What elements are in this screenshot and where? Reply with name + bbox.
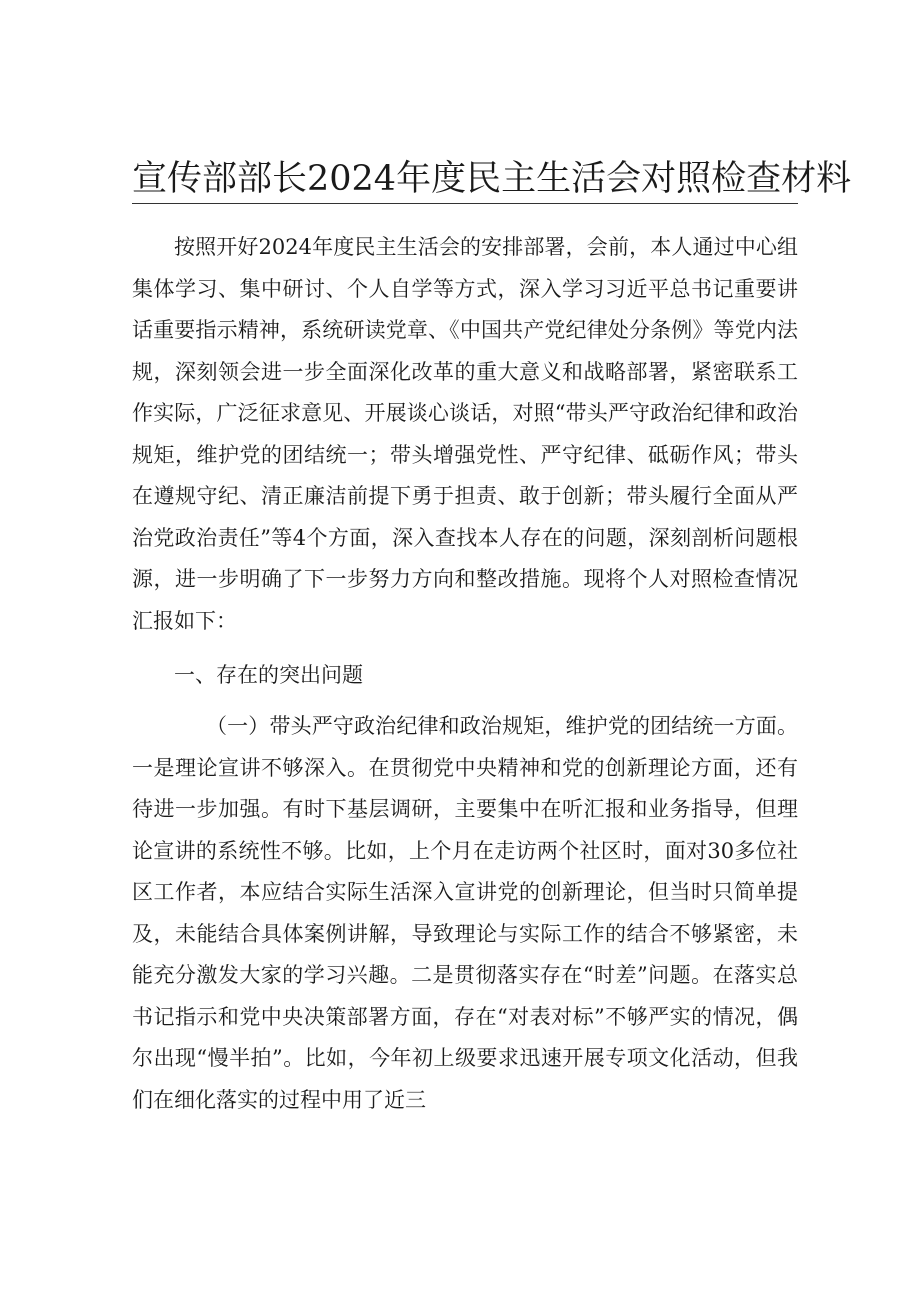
intro-paragraph: 按照开好2024年度民主生活会的安排部署，会前，本人通过中心组集体学习、集中研讨、个人自学等方式，深入学习习近平总书记重要讲话重要指示精神，系统研读党章、《中国共产党纪律处分条例》等党内法规，深刻领会进一步全面深化改革的重大意义和战略部署，紧密联系工作实际，广泛征求意见、开展谈心谈话，对照“带头严守政治纪律和政治规矩，维护党的团结统一；带头增强党性、严守纪律、砥砺作风；带头在遵规守纪、清正廉洁前提下勇于担责、敢于创新；带头履行全面从严治党政治责任”等4个方面，深入查找本人存在的问题，深刻剖析问题根源，进一步明确了下一步努力方向和整改措施。现将个人对照检查情况汇报如下： [132, 235, 798, 633]
document-title: 宣传部部长2024年度民主生活会对照检查材料 [132, 159, 852, 199]
section-heading: 一、存在的突出问题 [174, 663, 363, 687]
title-underline [132, 203, 798, 204]
subsection-paragraph: （一）带头严守政治纪律和政治规矩，维护党的团结统一方面。一是理论宣讲不够深入。在贯彻党中央精神和党的创新理论方面，还有待进一步加强。有时下基层调研，主要集中在听汇报和业务指导，但理论宣讲的系统性不够。比如，上个月在走访两个社区时，面对30多位社区工作者，本应结合实际生活深入宣讲党的创新理论，但当时只简单提及，未能结合具体案例讲解，导致理论与实际工作的结合不够紧密，未能充分激发大家的学习兴趣。二是贯彻落实存在“时差”问题。在落实总书记指示和党中央决策部署方面，存在“对表对标”不够严实的情况，偶尔出现“慢半拍”。比如，今年初上级要求迅速开展专项文化活动，但我们在细化落实的过程中用了近三 [132, 714, 798, 1112]
